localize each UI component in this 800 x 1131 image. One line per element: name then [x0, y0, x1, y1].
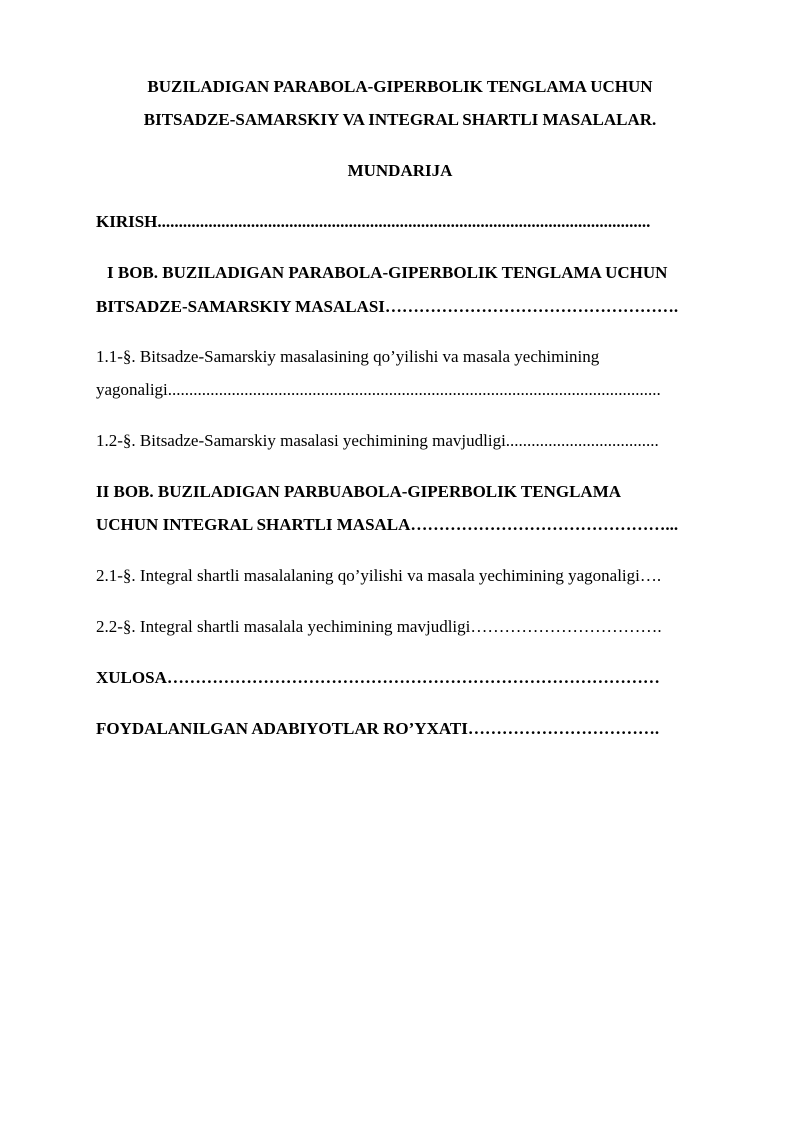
title-line-2: BITSADZE-SAMARSKIY VA INTEGRAL SHARTLI MASALALAR.	[143, 110, 657, 129]
toc-intro: KIRISH....................................................................................................................	[96, 212, 651, 231]
toc-chapter1-line2: BITSADZE-SAMARSKIY MASALASI…………………………………………….	[96, 297, 679, 316]
toc-section-1-1-line1: 1.1-§. Bitsadze-Samarskiy masalasining qo’yilishi va masala yechimining	[96, 347, 600, 366]
contents-heading: MUNDARIJA	[347, 161, 453, 180]
toc-section-2-2: 2.2-§. Integral shartli masalala yechimining mavjudligi…………………………….	[96, 617, 662, 636]
toc-chapter2-line2: UCHUN INTEGRAL SHARTLI MASALA………………………………………...	[96, 515, 679, 534]
toc-chapter1-line1: I BOB. BUZILADIGAN PARABOLA-GIPERBOLIK TENGLAMA UCHUN	[107, 263, 668, 282]
toc-section-1-1-line2: yagonaligi....................................................................................................................	[96, 380, 661, 399]
toc-section-1-2: 1.2-§. Bitsadze-Samarskiy masalasi yechimining mavjudligi....................................	[96, 431, 659, 450]
title-line-1: BUZILADIGAN PARABOLA-GIPERBOLIK TENGLAMA UCHUN	[147, 77, 653, 96]
toc-section-2-1: 2.1-§. Integral shartli masalalaning qo’yilishi va masala yechimining yagonaligi….	[96, 566, 662, 585]
toc-conclusion: XULOSA……………………………………………………………………………	[96, 668, 660, 687]
toc-references: FOYDALANILGAN ADABIYOTLAR RO’YXATI…………………………….	[96, 719, 660, 738]
toc-chapter2-line1: II BOB. BUZILADIGAN PARBUABOLA-GIPERBOLIK TENGLAMA	[96, 482, 622, 501]
